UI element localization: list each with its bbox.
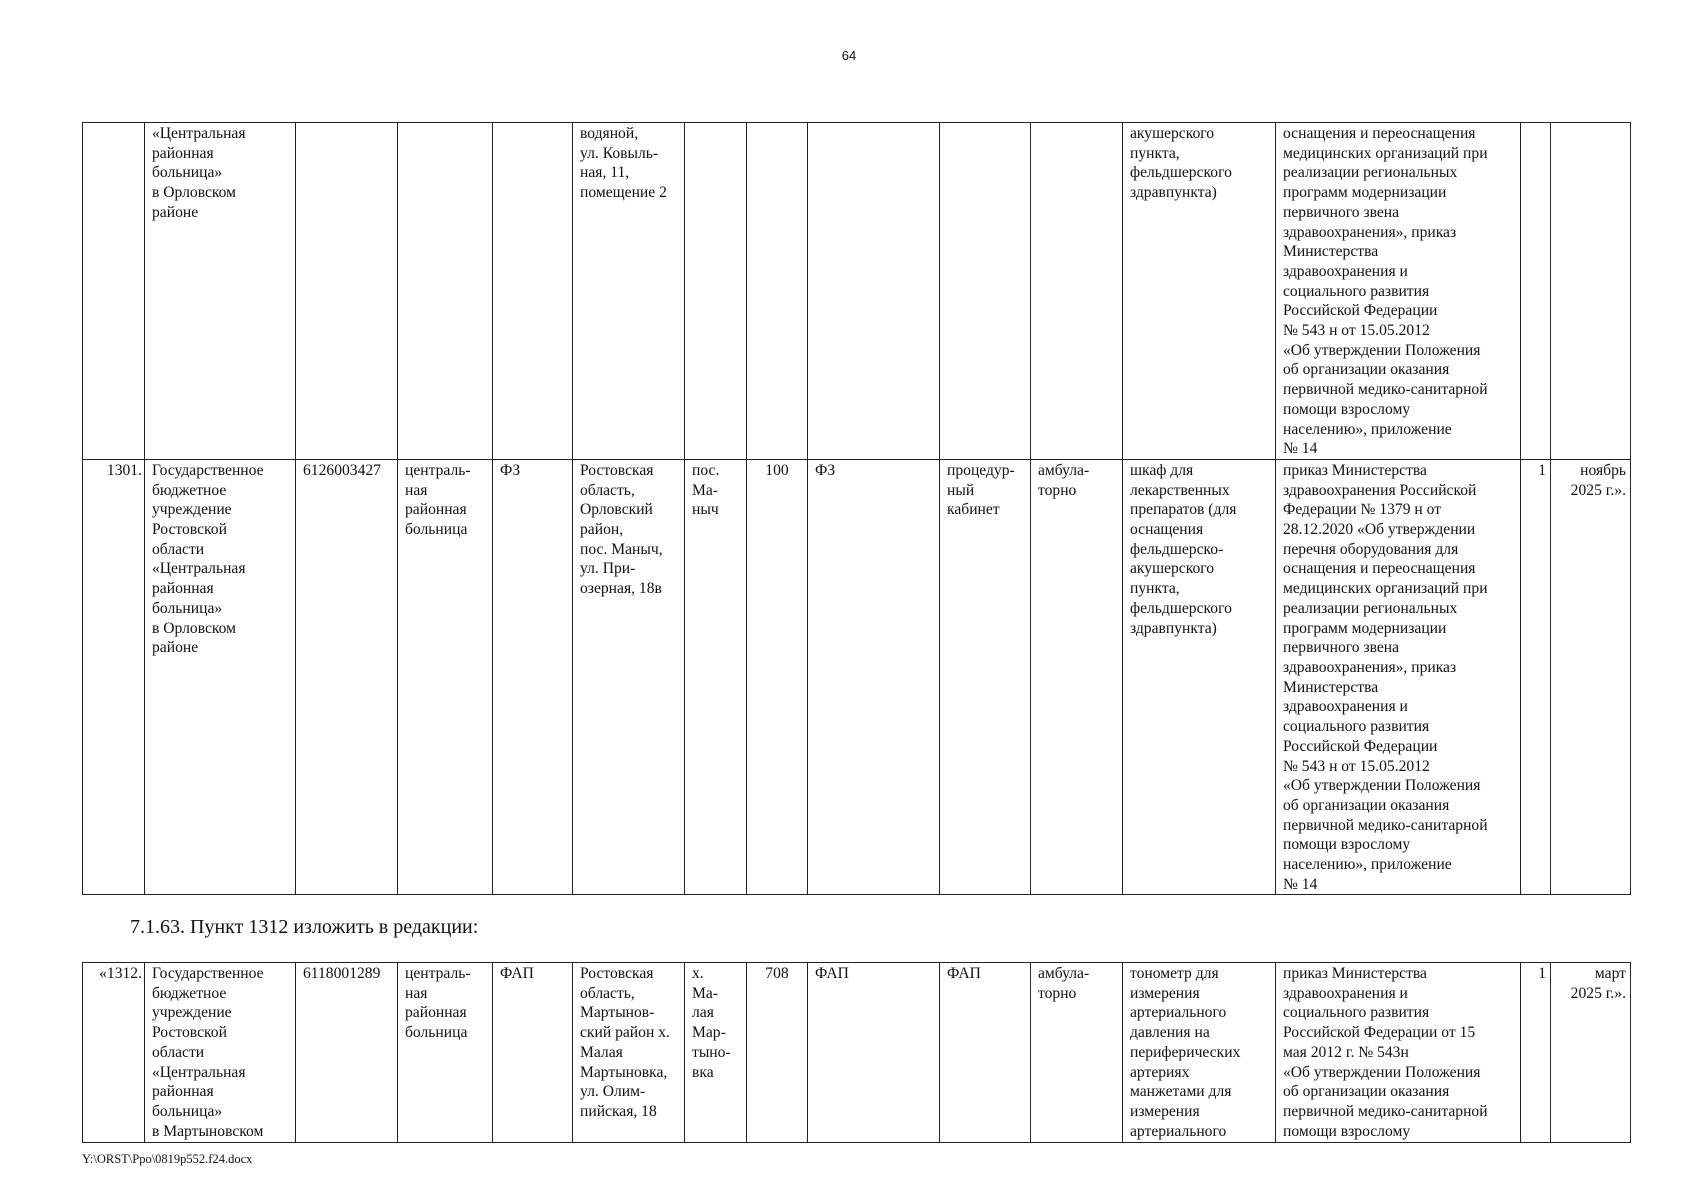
quantity-cell: 1 — [1521, 963, 1551, 1143]
page-number: 64 — [841, 48, 857, 63]
locality-cell: пос. Ма- ныч — [685, 459, 747, 894]
quantity-cell — [1521, 123, 1551, 460]
legal-basis-cell: приказ Министерства здравоохранения Российской Федерации № 1379 н от 28.12.2020 «Об утверждении перечня оборудования для оснащения и переоснащения медицинских организаций при реализации региональных программ модернизации первичного звена здравоохранения», приказ Министерства здравоохранения и социального развития Российской Федерации № 543 н от 15.05.2012 «Об утверждении Положения об организации оказания первичной медико-санитарной помощи взрослому населению», приложение № 14 — [1276, 459, 1521, 894]
table-row — [83, 123, 1631, 460]
document-file-path: Y:\ORST\Ppo\0819p552.f24.docx — [82, 1152, 253, 1166]
organization-type-cell: централь- ная районная больница — [398, 459, 493, 894]
organization-cell: Государственное бюджетное учреждение Ростовской области «Центральная районная больница» в Мартыновском — [145, 963, 296, 1143]
equipment-table-continued — [82, 122, 1631, 895]
room-cell: процедур- ный кабинет — [940, 459, 1031, 894]
room-cell: ФАП — [940, 963, 1031, 1143]
organization-cell: «Центральная районная больница» в Орловском районе — [145, 123, 296, 460]
deadline-cell: ноябрь 2025 г.». — [1551, 459, 1631, 894]
care-form-cell: амбула- торно — [1031, 459, 1123, 894]
inn-cell: 6118001289 — [296, 963, 398, 1143]
deadline-cell — [1551, 123, 1631, 460]
address-cell: водяной, ул. Ковыль- ная, 11, помещение 2 — [573, 123, 685, 460]
inn-cell — [296, 123, 398, 460]
row-number-cell: 1301. — [83, 459, 145, 894]
facility-kind-cell — [493, 123, 573, 460]
deadline-cell: март 2025 г.». — [1551, 963, 1631, 1143]
organization-cell: Государственное бюджетное учреждение Ростовской области «Центральная районная больница» в Орловском районе — [145, 459, 296, 894]
row-number-cell: «1312. — [83, 963, 145, 1143]
row-number-cell — [83, 123, 145, 460]
subdivision-cell — [808, 123, 940, 460]
table-row — [83, 963, 1631, 1143]
care-form-cell: амбула- торно — [1031, 963, 1123, 1143]
room-cell — [940, 123, 1031, 460]
organization-type-cell: централь- ная районная больница — [398, 963, 493, 1143]
legal-basis-cell: оснащения и переоснащения медицинских организаций при реализации региональных программ модернизации первичного звена здравоохранения», приказ Министерства здравоохранения и социального развития Российской Федерации № 543 н от 15.05.2012 «Об утверждении Положения об организации оказания первичной медико-санитарной помощи взрослому населению», приложение № 14 — [1276, 123, 1521, 460]
facility-kind-cell: ФЗ — [493, 459, 573, 894]
equipment-table-item-1312 — [82, 962, 1631, 1143]
locality-cell — [685, 123, 747, 460]
section-heading: 7.1.63. Пункт 1312 изложить в редакции: — [130, 916, 479, 938]
legal-basis-cell: приказ Министерства здравоохранения и социального развития Российской Федерации от 15 мая 2012 г. № 543н «Об утверждении Положения об организации оказания первичной медико-санитарной помощи взрослому — [1276, 963, 1521, 1143]
address-cell: Ростовская область, Мартынов- ский район х. Малая Мартыновка, ул. Олим- пийская, 18 — [573, 963, 685, 1143]
equipment-cell: шкаф для лекарственных препаратов (для оснащения фельдшерско- акушерского пункта, фельдшерского здравпункта) — [1123, 459, 1276, 894]
capacity-cell: 708 — [747, 963, 808, 1143]
locality-cell: х. Ма- лая Мар- тыно- вка — [685, 963, 747, 1143]
equipment-cell: тонометр для измерения артериального давления на периферических артериях манжетами для измерения артериального — [1123, 963, 1276, 1143]
capacity-cell — [747, 123, 808, 460]
facility-kind-cell: ФАП — [493, 963, 573, 1143]
care-form-cell — [1031, 123, 1123, 460]
organization-type-cell — [398, 123, 493, 460]
quantity-cell: 1 — [1521, 459, 1551, 894]
subdivision-cell: ФЗ — [808, 459, 940, 894]
table-row — [83, 459, 1631, 894]
equipment-cell: акушерского пункта, фельдшерского здравпункта) — [1123, 123, 1276, 460]
inn-cell: 6126003427 — [296, 459, 398, 894]
subdivision-cell: ФАП — [808, 963, 940, 1143]
address-cell: Ростовская область, Орловский район, пос. Маныч, ул. При- озерная, 18в — [573, 459, 685, 894]
capacity-cell: 100 — [747, 459, 808, 894]
